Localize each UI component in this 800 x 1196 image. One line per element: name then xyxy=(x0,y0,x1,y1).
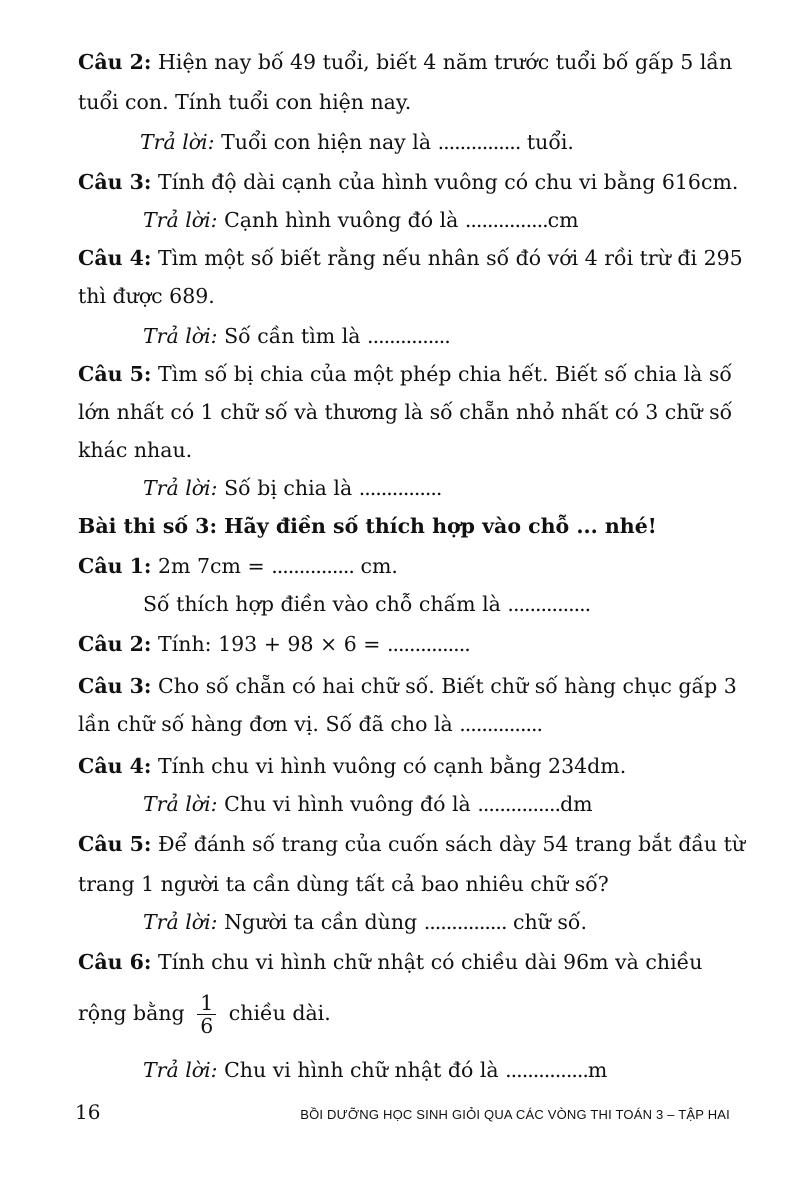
s3-q3-line1 xyxy=(78,672,737,700)
s3-q4-line1 xyxy=(78,752,722,780)
answer-text: Tuổi con hiện nay là xyxy=(221,130,432,154)
answer-tail: chữ số. xyxy=(513,910,587,934)
answer-text: Chu vi hình vuông đó là xyxy=(224,792,471,816)
s2-q5-line1 xyxy=(78,360,732,388)
answer-blank: ............... xyxy=(507,592,591,616)
answer-tail: tuổi. xyxy=(526,130,574,154)
answer-label: Trả lời: xyxy=(143,910,218,934)
s3-q6-line2 xyxy=(78,990,722,1037)
answer-tail: dm xyxy=(560,792,593,816)
question-text: rộng bằng xyxy=(78,1001,185,1025)
question-text: Tính độ dài cạnh của hình vuông có chu vi bằng 616cm. xyxy=(158,170,739,194)
section3-heading: Bài thi số 3: Hãy điền số thích hợp vào chỗ ... nhé! xyxy=(78,514,657,538)
question-tail: cm. xyxy=(360,554,398,578)
question-text: Hiện nay bố 49 tuổi, biết 4 năm trước tuổi bố gấp 5 lần xyxy=(158,50,733,74)
s3-q1-sub xyxy=(143,590,722,618)
s2-q3-answer xyxy=(143,206,722,234)
answer-text: Chu vi hình chữ nhật đó là xyxy=(224,1058,499,1082)
question-text: Tìm một số biết rằng nếu nhân số đó với 4 rồi trừ đi 295 xyxy=(158,246,743,270)
answer-label: Trả lời: xyxy=(143,208,218,232)
question-text: chiều dài. xyxy=(228,1001,331,1025)
answer-blank: ............... xyxy=(271,554,354,578)
question-text: Tính: 193 + 98 × 6 = xyxy=(158,632,381,656)
answer-text: Người ta cần dùng xyxy=(224,910,418,934)
s3-q1-line1 xyxy=(78,552,722,580)
s2-q4-line1 xyxy=(78,244,743,272)
s2-q4-answer xyxy=(143,322,722,350)
answer-label: Trả lời: xyxy=(143,476,218,500)
s2-q2-line1 xyxy=(78,48,733,76)
fraction xyxy=(197,992,216,1037)
question-label: Câu 3: xyxy=(78,674,152,698)
answer-tail: cm xyxy=(547,208,579,232)
book-title: BỒI DƯỠNG HỌC SINH GIỎI QUA CÁC VÒNG THI TOÁN 3 – TẬP HAI xyxy=(300,1107,730,1122)
question-label: Câu 1: xyxy=(78,554,152,578)
s2-q5-answer xyxy=(143,474,722,502)
answer-label: Trả lời: xyxy=(140,130,215,154)
page-footer xyxy=(75,1100,730,1124)
page-number: 16 xyxy=(75,1100,101,1124)
s2-q5-line2: lớn nhất có 1 chữ số và thương là số chẵn nhỏ nhất có 3 chữ số xyxy=(78,400,733,424)
s2-q3-line1 xyxy=(78,168,739,196)
question-text: Tính chu vi hình chữ nhật có chiều dài 96m và chiều xyxy=(158,950,703,974)
answer-text: Cạnh hình vuông đó là xyxy=(224,208,459,232)
question-label: Câu 6: xyxy=(78,950,152,974)
question-label: Câu 5: xyxy=(78,362,152,386)
answer-blank: ............... xyxy=(464,208,548,232)
s2-q5-line3: khác nhau. xyxy=(78,438,193,462)
question-label: Câu 2: xyxy=(78,50,152,74)
answer-label: Trả lời: xyxy=(143,792,218,816)
sub-text: Số thích hợp điền vào chỗ chấm là xyxy=(143,592,501,616)
answer-tail: m xyxy=(587,1058,608,1082)
fraction-denominator: 6 xyxy=(200,1014,214,1038)
question-text: Tính chu vi hình vuông có cạnh bằng 234dm. xyxy=(158,754,627,778)
question-label: Câu 2: xyxy=(78,632,152,656)
s3-q6-line1 xyxy=(78,948,722,976)
question-label: Câu 4: xyxy=(78,754,152,778)
question-label: Câu 3: xyxy=(78,170,152,194)
s3-q5-line1 xyxy=(78,830,746,858)
answer-blank: ............... xyxy=(386,632,470,656)
answer-blank: ............... xyxy=(505,1058,588,1082)
answer-text: Số bị chia là xyxy=(224,476,353,500)
s3-q3-line2 xyxy=(78,710,722,738)
question-label: Câu 4: xyxy=(78,246,152,270)
question-text: lần chữ số hàng đơn vị. Số đã cho là xyxy=(78,712,453,736)
answer-blank: ............... xyxy=(477,792,561,816)
s3-q5-line2: trang 1 người ta cần dùng tất cả bao nhiêu chữ số? xyxy=(78,872,609,896)
s2-q2-answer xyxy=(140,128,722,156)
s3-q6-answer xyxy=(143,1056,722,1084)
answer-blank: ............... xyxy=(459,712,543,736)
answer-blank: ............... xyxy=(358,476,442,500)
answer-label: Trả lời: xyxy=(143,1058,218,1082)
s2-q2-line2: tuổi con. Tính tuổi con hiện nay. xyxy=(78,90,412,114)
answer-text: Số cần tìm là xyxy=(224,324,361,348)
question-label: Câu 5: xyxy=(78,832,152,856)
s3-q4-answer xyxy=(143,790,722,818)
answer-blank: ............... xyxy=(423,910,507,934)
question-text: Để đánh số trang của cuốn sách dày 54 trang bắt đầu từ xyxy=(158,832,746,856)
s3-q5-answer xyxy=(143,908,722,936)
fraction-numerator: 1 xyxy=(197,992,216,1015)
answer-blank: ............... xyxy=(437,130,521,154)
question-text: 2m 7cm = xyxy=(158,554,265,578)
question-text: Tìm số bị chia của một phép chia hết. Biết số chia là số xyxy=(158,362,732,386)
s2-q4-line2: thì được 689. xyxy=(78,284,215,308)
answer-label: Trả lời: xyxy=(143,324,218,348)
answer-blank: ............... xyxy=(367,324,450,348)
question-text: Cho số chẵn có hai chữ số. Biết chữ số hàng chục gấp 3 xyxy=(158,674,737,698)
s3-q2-line1 xyxy=(78,630,722,658)
